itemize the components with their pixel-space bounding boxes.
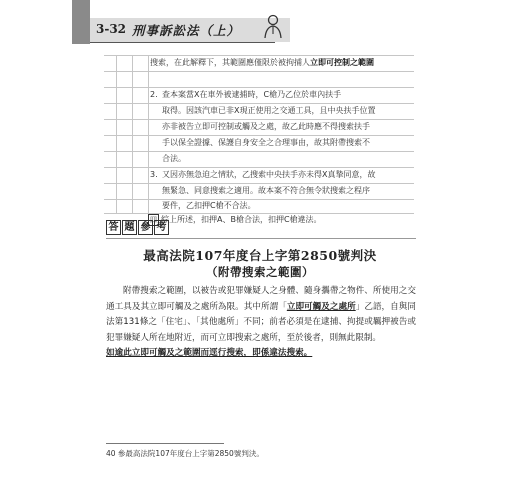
margin-line xyxy=(148,55,149,213)
answer-reference-label xyxy=(106,220,170,235)
label-char: 題 xyxy=(122,220,137,235)
note-line: 查本案當X在車外被逮捕時，C槍乃乙位於車內扶手 xyxy=(162,90,342,99)
page-number: 3-32 xyxy=(96,22,127,36)
rule-line xyxy=(104,199,414,200)
note-line: 合法。 xyxy=(162,154,186,163)
book-title-volume: （上） xyxy=(199,23,241,38)
chapter-tab xyxy=(72,0,90,44)
label-char: 考 xyxy=(154,220,169,235)
note-text: 搜索，在此解釋下，其範圍應僅限於被拘捕人 xyxy=(150,58,310,67)
note-line: 手以保全證據、保護自身安全之合理事由，故其附帶搜索不 xyxy=(162,138,370,147)
rule-line xyxy=(104,151,414,152)
note-line: 要件，乙扣押C槍不合法。 xyxy=(162,201,256,210)
header-rule xyxy=(90,42,275,43)
note-emphasis: 立即可控制之範圍 xyxy=(310,58,374,67)
footnote: 40 參最高法院107年度台上字第2850號判決。 xyxy=(106,449,264,458)
item-number: 3. xyxy=(150,170,158,179)
margin-line xyxy=(132,55,133,213)
judgment-conclusion: 如逾此立即可觸及之範圍而逕行搜索，即係違法搜索。 xyxy=(106,348,313,358)
answer-notes-box xyxy=(104,55,414,213)
note-line: 無緊急、同意搜索之適用。故本案不符合無令狀搜索之程序 xyxy=(162,186,370,195)
label-char: 答 xyxy=(106,220,121,235)
rule-line xyxy=(104,71,414,72)
item-number: 2. xyxy=(150,90,158,99)
judgment-paragraph xyxy=(106,284,416,362)
judgment-highlight: 立即可觸及之處所 xyxy=(286,301,356,312)
book-title xyxy=(132,21,240,39)
footnote-rule xyxy=(106,443,224,444)
note-line: 亦非被告立即可控制或觸及之處，故乙此時應不得搜索扶手 xyxy=(162,122,370,131)
book-title-main: 刑事訴訟法 xyxy=(132,23,200,38)
conclusion-line xyxy=(148,214,322,226)
note-line xyxy=(150,56,374,70)
judgment-text: 附帶搜索之範圍，以被告或犯罪嫌疑人之身體、隨身攜帶之物件、所使用之交通工具及其立即可觸及之處所為限。其中所謂「 xyxy=(106,286,416,312)
conclusion-text: 綜上所述，扣押A、B槍合法，扣押C槍違法。 xyxy=(161,215,322,224)
judgment-text: 」乙語，自與同法第131條之「住宅」、「其他處所」不同；前者必須是在逮捕、拘提或羈押被告或犯罪嫌疑人所在地附近，而可立即搜索之處所，至於後者，則無此限制。 xyxy=(106,301,416,343)
case-subtitle: （附帶搜索之範圍） xyxy=(206,265,314,279)
conclusion-mark: 四 xyxy=(150,216,157,224)
person-icon xyxy=(262,14,284,40)
section-rule xyxy=(106,238,416,239)
case-title: 最高法院107年度台上字第2850號判決 xyxy=(143,248,377,263)
margin-line xyxy=(116,55,117,213)
label-char: 參 xyxy=(138,220,153,235)
note-line: 又因亦無急迫之情狀，乙搜索中央扶手亦未得X真摯同意，故 xyxy=(162,170,376,179)
note-line: 取得。因該汽車已非X現正使用之交通工具，且中央扶手位置 xyxy=(162,106,376,115)
